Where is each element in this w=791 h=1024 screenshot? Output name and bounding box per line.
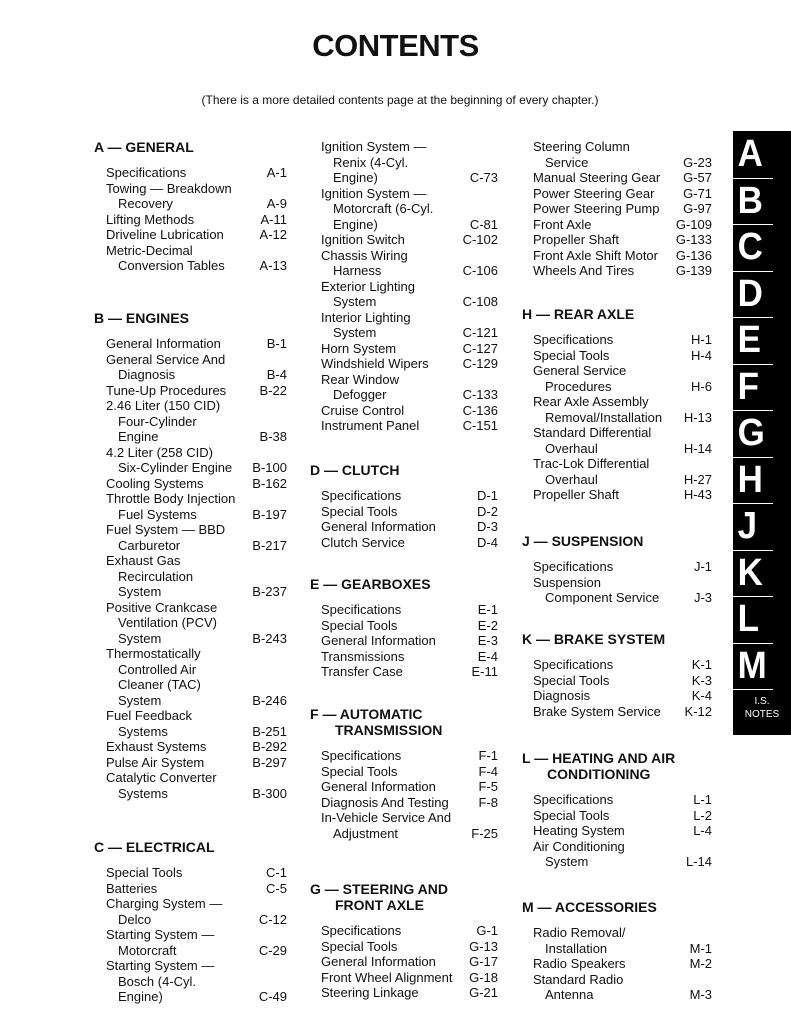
page-subtitle: (There is a more detailed contents page at the beginning of every chapter.) [201,93,599,107]
section-tab-b[interactable] [733,178,791,225]
section-heading-line: C — ELECTRICAL [94,839,215,855]
toc-entry-text: Standard Radio [533,971,624,987]
toc-page-number: G-17 [469,954,498,969]
page-title: CONTENTS [312,28,479,63]
toc-entry-text: Diagnosis [533,688,591,703]
section-heading[interactable] [310,462,399,478]
section-heading[interactable] [522,306,634,322]
toc-page-number: K-3 [691,672,712,688]
toc-page-number: G-139 [675,263,712,278]
toc-entry-text: Engine [118,429,159,444]
toc-entry-text: Propeller Shaft [533,487,619,502]
toc-entry-text: Chassis Wiring [321,247,408,263]
toc-entry-text: Component Service [545,590,660,605]
toc-page-number: K-4 [691,688,712,703]
toc-entry-text: General Information [321,779,436,794]
toc-page-number: M-3 [689,987,712,1002]
toc-page-number: G-57 [683,170,712,185]
toc-page-number: G-21 [469,985,498,1000]
toc-page-number: H-43 [683,487,712,502]
toc-page-number: F-25 [471,825,498,841]
section-tab-h[interactable] [733,457,791,504]
toc-entry-text: Motorcraft (6-Cyl. [333,201,434,216]
toc-page-number: H-13 [683,409,712,425]
toc-entry-text: Rear Window [321,371,400,387]
toc-entry-text: Special Tools [321,763,398,779]
toc-page-number: C-73 [469,170,498,185]
toc-page-number: C-1 [266,865,287,880]
toc-page-number: G-97 [683,201,712,216]
toc-entry-text: Thermostatically [106,646,201,661]
toc-page-number: E-11 [471,664,498,679]
section-heading[interactable] [310,706,442,738]
section-heading[interactable] [522,750,675,782]
tab-divider [733,689,773,690]
toc-page-number: D-2 [477,503,498,519]
toc-page-number: M-1 [689,940,712,956]
toc-page-number: F-4 [478,763,498,779]
toc-page-number: E-3 [477,633,498,648]
section-tab-letter: B [737,179,763,222]
toc-page-number: B-246 [252,692,287,708]
toc-page-number: C-133 [462,387,498,402]
toc-page-number: B-243 [252,630,287,646]
toc-entry-text: Clutch Service [321,534,405,550]
section-heading-line: FRONT AXLE [335,897,424,913]
toc-entry-text: Special Tools [321,938,398,954]
toc-entry-text: Towing — Breakdown [106,180,232,196]
toc-entry-text: Steering Column [533,139,630,154]
toc-page-number: D-4 [477,534,498,550]
section-heading[interactable] [310,881,448,913]
toc-entry-text: General Information [321,954,436,969]
toc-page-number: C-151 [462,418,498,433]
section-tab-c[interactable] [733,224,791,271]
toc-page-number: A-13 [259,258,287,273]
toc-entry-text: Six-Cylinder Engine [118,460,233,475]
toc-page-number: G-136 [675,247,712,263]
section-tab-letter: C [737,226,763,268]
toc-page-number: C-106 [462,263,498,278]
toc-entry-text: General Service [533,363,627,378]
toc-entry-text: Engine) [333,216,378,232]
toc-entry-text: Batteries [106,880,158,896]
section-tab-letter: E [737,319,761,361]
section-heading-line: L — HEATING AND AIR [522,750,676,766]
toc-entry-text: Starting System — [106,958,215,973]
toc-entry-text: Fuel Systems [118,506,197,522]
toc-entry-text: General Service And [106,351,226,367]
toc-entry-text: Adjustment [333,825,399,841]
toc-entry-text: Specifications [321,748,402,763]
toc-entry-text: Service [545,154,589,170]
toc-entry-text: Brake System Service [533,703,661,719]
toc-entry-text: Suspension [533,574,601,590]
toc-entry-text: 4.2 Liter (258 CID) [106,444,213,460]
toc-entry-text: Horn System [321,340,397,356]
toc-page-number: A-9 [266,196,287,211]
toc-entry-text: Ignition System — [321,139,427,154]
toc-entry-text: Propeller Shaft [533,232,619,247]
toc-entry-text: Special Tools [321,503,398,519]
section-heading-line: B — ENGINES [94,310,189,326]
toc-entry-text: Engine) [333,170,378,185]
toc-entry-text: In-Vehicle Service And [321,810,452,825]
section-heading-line: F — AUTOMATIC [310,706,423,722]
toc-entry-text: Lifting Methods [106,211,195,227]
toc-entry-text: Transmissions [321,648,405,664]
toc-entry-text: Front Axle Shift Motor [533,247,658,263]
toc-page-number: B-237 [252,584,287,599]
toc-entry-text: Specifications [533,792,614,807]
section-heading[interactable] [94,310,189,326]
toc-entry-text: Charging System — [106,896,223,911]
toc-page-number: M-2 [689,956,712,971]
section-heading-line: TRANSMISSION [335,722,443,738]
section-heading[interactable] [94,139,194,155]
toc-entry-text: System [333,294,377,309]
toc-entry-text: Installation [545,940,608,956]
section-heading-line: CONDITIONING [547,766,651,782]
toc-page-number: C-5 [266,880,287,896]
toc-entry-text: Fuel System — BBD [106,522,226,537]
toc-entry-text: System [118,584,162,599]
section-heading[interactable] [94,839,215,855]
toc-page-number: B-162 [252,475,287,491]
section-tab-f[interactable] [733,364,791,411]
section-heading-line: J — SUSPENSION [522,533,644,549]
toc-entry-text: Special Tools [533,807,610,823]
section-tab-letter: A [737,133,763,175]
toc-page-number: B-4 [266,367,287,382]
toc-page-number: A-1 [266,165,287,180]
toc-entry-text: Delco [118,911,152,927]
toc-page-number: H-14 [683,440,712,456]
toc-page-number: C-129 [462,356,498,371]
toc-entry-text: System [118,630,162,646]
toc-page-number: F-1 [478,748,498,763]
toc-entry-text: Specifications [321,602,402,617]
toc-entry-text: Throttle Body Injection [106,491,236,506]
toc-entry-text: Renix (4-Cyl. [333,154,409,170]
toc-page-number: G-1 [476,923,498,938]
section-tab-letter: J [737,505,758,547]
toc-entry-text: Instrument Panel [321,418,420,433]
section-heading-line: M — ACCESSORIES [522,899,657,915]
toc-entry-text: Heating System [533,823,625,838]
toc-page-number: C-102 [462,232,498,247]
toc-page-number: G-18 [469,969,498,985]
toc-page-number: C-127 [462,340,498,356]
toc-entry-text: Exhaust Gas [106,553,181,568]
section-tab-j[interactable] [733,503,791,550]
toc-entry-text: General Information [321,633,436,648]
toc-page-number: K-12 [684,703,712,719]
toc-entry-text: Windshield Wipers [321,356,429,371]
toc-entry-text: Overhaul [545,440,598,456]
toc-page-number: H-4 [691,347,712,363]
toc-entry-text: Conversion Tables [118,258,225,273]
toc-entry-text: Overhaul [545,471,598,487]
section-tab-m[interactable] [733,643,791,690]
section-tab-letter: F [737,365,759,408]
toc-page-number: B-38 [259,429,287,444]
section-heading-line: K — BRAKE SYSTEM [522,631,666,647]
toc-entry-text: Ignition System — [321,185,427,201]
toc-entry-text: Power Steering Pump [533,201,660,216]
toc-page-number: E-1 [477,602,498,617]
toc-entry-text: Specifications [533,657,614,672]
toc-entry-text: Specifications [321,923,402,938]
toc-entry-text: Special Tools [533,347,610,363]
toc-entry-text: Recovery [118,196,173,211]
toc-page-number: B-197 [252,506,287,522]
toc-page-number: G-71 [683,185,712,201]
toc-entry-text: Driveline Lubrication [106,227,224,242]
toc-page-number: C-81 [469,216,498,232]
section-tab-letter: H [737,458,763,501]
notes-tab-label: I.S. [754,696,770,707]
toc-entry-text: Recirculation [118,568,194,584]
toc-page-number: E-2 [477,617,498,633]
toc-entry-text: Ventilation (PCV) [118,615,217,630]
toc-entry-text: Rear Axle Assembly [533,394,649,409]
toc-page-number: G-133 [675,232,712,247]
toc-entry-text: Radio Speakers [533,956,626,971]
toc-entry-text: Special Tools [321,617,398,633]
toc-page-number: L-4 [693,823,712,838]
toc-page-number: B-292 [252,739,287,754]
toc-entry-text: Cooling Systems [106,475,204,491]
toc-entry-text: Positive Crankcase [106,599,218,615]
toc-page-number: B-1 [266,336,287,351]
toc-entry-text: Controlled Air [118,661,197,677]
section-tab-e[interactable] [733,317,791,364]
section-heading-line: G — STEERING AND [310,881,448,897]
toc-entry-text: Special Tools [533,672,610,688]
toc-page-number: F-5 [478,779,498,794]
toc-entry-text: Diagnosis And Testing [321,794,449,810]
toc-entry-text: Exterior Lighting [321,278,415,294]
toc-entry-text: Exhaust Systems [106,739,207,754]
section-tab-l[interactable] [733,596,791,643]
section-heading[interactable] [522,899,657,915]
toc-entry-text: Antenna [545,987,594,1002]
toc-page-number: B-100 [252,460,287,475]
toc-page-number: A-11 [260,211,287,227]
toc-entry-text: Front Axle [533,216,592,232]
section-tab-d[interactable] [733,271,791,318]
toc-page-number: C-49 [258,989,287,1004]
toc-page-number: G-13 [469,938,498,954]
toc-page-number: H-27 [683,471,712,487]
toc-entry-text: Metric-Decimal [106,242,193,258]
toc-entry-text: Tune-Up Procedures [106,382,227,398]
toc-page-number: C-121 [462,325,498,340]
toc-entry-text: General Information [321,519,436,534]
toc-entry-text: Systems [118,723,168,739]
section-tab-g[interactable] [733,410,791,457]
toc-page-number: C-108 [462,294,498,309]
section-heading-line: D — CLUTCH [310,462,400,478]
toc-entry-text: Trac-Lok Differential [533,456,650,471]
toc-page-number: L-2 [693,807,712,823]
toc-page-number: J-3 [693,590,712,605]
toc-entry-text: Removal/Installation [545,409,663,425]
toc-entry-text: Systems [118,785,168,801]
toc-entry-text: Special Tools [106,865,183,880]
toc-entry-text: Pulse Air System [106,754,205,770]
toc-entry-text: 2.46 Liter (150 CID) [106,398,221,413]
toc-entry-text: Bosch (4-Cyl. [118,973,197,989]
toc-page-number: L-14 [685,854,712,869]
toc-entry-text: Interior Lighting [321,309,411,325]
toc-entry-text: Diagnosis [118,367,176,382]
toc-entry-text: Cleaner (TAC) [118,677,201,692]
toc-entry-text: Four-Cylinder [118,413,197,429]
toc-page-number: D-1 [477,488,498,503]
section-tab-letter: L [737,598,759,640]
toc-page-number: H-1 [691,332,712,347]
section-heading[interactable] [522,533,643,549]
section-heading[interactable] [310,576,431,592]
toc-entry-text: Starting System — [106,927,215,942]
toc-page-number: E-4 [477,648,498,664]
toc-entry-text: Standard Differential [533,425,652,440]
toc-page-number: D-3 [477,519,498,534]
section-tab-letter: M [737,644,767,687]
toc-page-number: C-136 [462,402,498,418]
toc-page-number: K-1 [691,657,712,672]
toc-entry-text: Specifications [106,165,187,180]
toc-entry-text: Procedures [545,378,612,394]
toc-entry-text: Steering Linkage [321,985,419,1000]
toc-page-number: H-6 [691,378,712,394]
toc-page-number: B-22 [259,382,287,398]
toc-page-number: L-1 [693,792,712,807]
toc-page-number: B-217 [252,537,287,553]
toc-entry-text: Manual Steering Gear [533,170,661,185]
toc-entry-text: Cruise Control [321,402,405,418]
toc-page-number: G-109 [675,216,712,232]
toc-entry-text: Fuel Feedback [106,708,192,723]
toc-entry-text: Harness [333,263,382,278]
toc-page-number: F-8 [478,794,498,810]
toc-entry-text: Specifications [321,488,402,503]
section-tab-a[interactable] [733,131,791,178]
section-tab-letter: G [737,412,765,454]
section-heading-line: A — GENERAL [94,139,194,155]
section-heading-line: H — REAR AXLE [522,306,635,322]
toc-page-number: B-251 [252,723,287,739]
toc-entry-text: System [333,325,377,340]
toc-entry-text: Engine) [118,989,163,1004]
toc-entry-text: Transfer Case [321,664,403,679]
section-heading[interactable] [522,631,665,647]
section-tab-letter: D [737,272,763,315]
section-heading-line: E — GEARBOXES [310,576,431,592]
toc-entry-text: Wheels And Tires [533,263,635,278]
section-tab-letter: K [737,551,763,594]
toc-page-number: J-1 [693,559,712,574]
toc-page-number: B-297 [252,754,287,770]
toc-entry-text: Motorcraft [118,942,177,958]
toc-entry-text: Air Conditioning [533,838,625,854]
toc-entry-text: System [545,854,589,869]
notes-tab-label: NOTES [744,709,780,720]
section-tab-notes[interactable] [733,695,791,721]
toc-entry-text: Specifications [533,559,614,574]
toc-page-number: C-12 [258,911,287,927]
toc-page-number: B-300 [252,785,287,801]
toc-entry-text: System [118,692,162,708]
toc-entry-text: Radio Removal/ [533,925,626,940]
toc-entry-text: Power Steering Gear [533,185,655,201]
toc-entry-text: Carburetor [118,537,181,553]
toc-page-number: G-23 [683,154,712,170]
toc-entry-text: Front Wheel Alignment [321,969,453,985]
section-tab-strip [733,131,791,735]
toc-page-number: C-29 [258,942,287,958]
toc-entry-text: Defogger [333,387,387,402]
toc-entry-text: Specifications [533,332,614,347]
toc-page-number: A-12 [259,227,287,242]
toc-entry-text: Catalytic Converter [106,770,217,785]
toc-entry-text: General Information [106,336,221,351]
toc-entry-text: Ignition Switch [321,232,405,247]
section-tab-k[interactable] [733,550,791,597]
